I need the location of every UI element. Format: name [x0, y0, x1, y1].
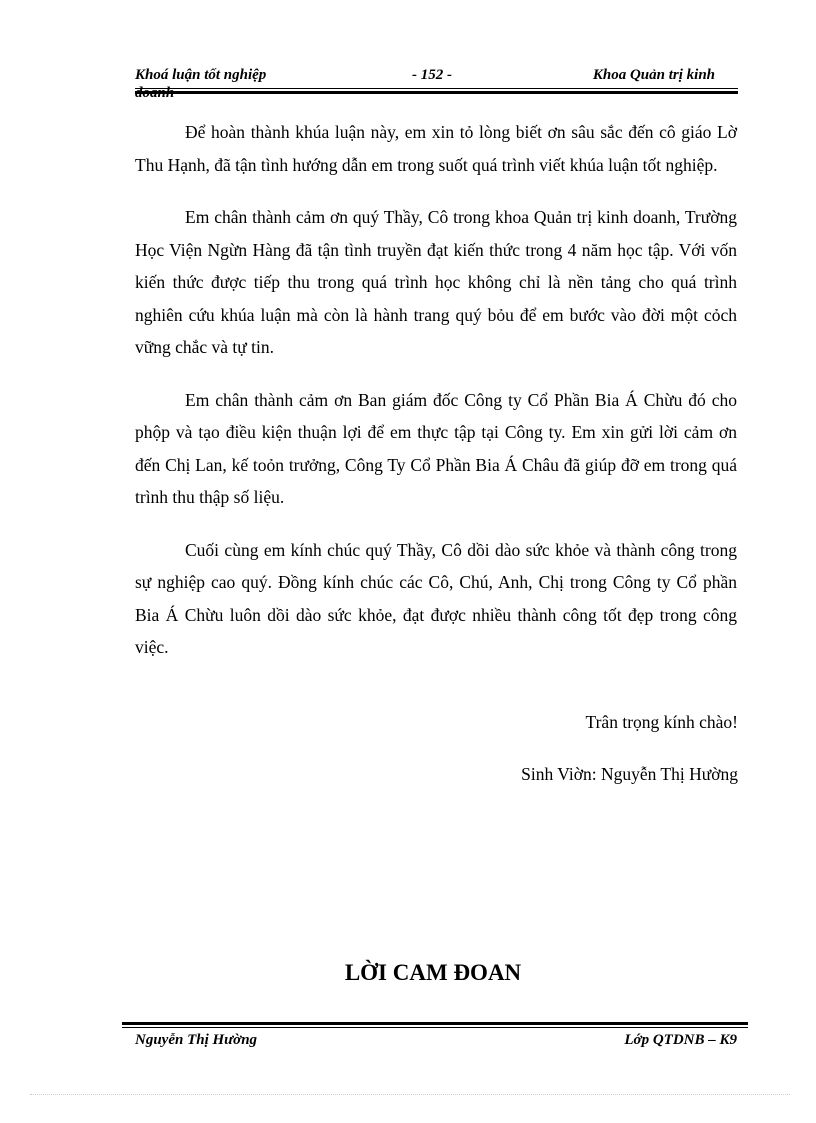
footer-rule-thick: [122, 1022, 748, 1025]
header-rule-thick: [135, 91, 738, 94]
paragraph: Em chân thành cảm ơn quý Thầy, Cô trong khoa Quản trị kinh doanh, Trường Học Viện Ngừn Hàng đã tận tình truyền đạt kiến thức trong 4 năm học tập. Với vốn kiến thức được tiếp thu trong quá trình học không chỉ là nền tảng cho quá trình nghiên cứu khúa luận mà còn là hành trang quý bỏu để em bước vào đời một cỏch vững chắc và tự tin.: [135, 207, 737, 357]
footer-class: Lớp QTDNB – K9: [624, 1032, 737, 1048]
page-footer: [135, 1032, 737, 1054]
footer-rule-thin: [122, 1027, 748, 1028]
body-text: [135, 116, 737, 684]
page-edge-divider: [30, 1094, 790, 1095]
header-page-number: - 152 -: [412, 67, 452, 83]
header-right: Khoa Quản trị kinh: [592, 67, 715, 83]
footer-author: Nguyễn Thị Hường: [135, 1032, 258, 1048]
section-title: LỜI CAM ĐOAN: [344, 960, 522, 985]
header-rule-thin: [135, 88, 738, 89]
page-header: [135, 66, 737, 106]
paragraph: Cuối cùng em kính chúc quý Thầy, Cô dồi dào sức khỏe và thành công trong sự nghiệp cao quý. Đồng kính chúc các Cô, Chú, Anh, Chị trong Công ty Cổ phần Bia Á Chừu luôn dồi dào sức khỏe, đạt được nhiều thành công tốt đẹp trong công việc.: [135, 539, 737, 657]
paragraph: Để hoàn thành khúa luận này, em xin tỏ lòng biết ơn sâu sắc đến cô giáo Lờ Thu Hạnh, đã tận tình hướng dẫn em trong suốt quá trình viết khúa luận tốt nghiệp.: [135, 122, 737, 175]
paragraph: Em chân thành cảm ơn Ban giám đốc Công ty Cổ Phần Bia Á Chừu đó cho phộp và tạo điều kiện thuận lợi để em thực tập tại Công ty. Em xin gửi lời cảm ơn đến Chị Lan, kế toỏn trưởng, Công Ty Cổ Phần Bia Á Châu đã giúp đỡ em trong quá trình thu thập số liệu.: [135, 389, 737, 507]
signature-line: Sinh Viờn: Nguyễn Thị Hường: [521, 764, 738, 784]
header-left-line1: Khoá luận tốt nghiệp: [135, 67, 267, 83]
closing-line: Trân trọng kính chào!: [585, 712, 738, 732]
header-left-line2: doanh: [135, 85, 175, 101]
